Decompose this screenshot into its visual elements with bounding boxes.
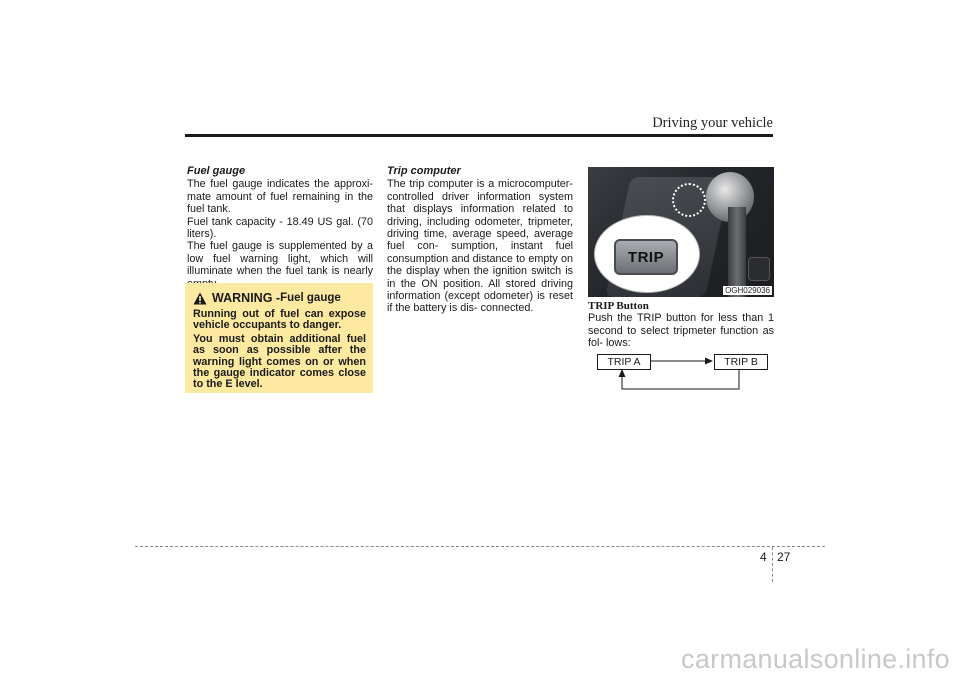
fuel-gauge-paragraph-1: The fuel gauge indicates the approxi- mate amount of fuel remaining in the fuel tank. bbox=[187, 178, 373, 216]
footer-rule bbox=[135, 546, 825, 547]
warning-paragraph-2: You must obtain additional fuel as soon as possible after the warning light comes on or when the gauge indicator comes close to the E level. bbox=[193, 332, 366, 391]
trip-key-graphic: TRIP bbox=[614, 239, 678, 275]
trip-b-box: TRIP B bbox=[714, 354, 768, 370]
fuel-gauge-paragraph-3: The fuel gauge is supplemented by a low fuel warning light, which will illuminate when the fuel tank is nearly bbox=[187, 240, 373, 278]
fuel-gauge-paragraph-2: Fuel tank capacity - 18.49 US gal. (70 liters). bbox=[187, 215, 373, 241]
trip-computer-heading: Trip computer bbox=[387, 165, 461, 177]
trip-button-heading: TRIP Button bbox=[588, 300, 649, 312]
fuel-gauge-section bbox=[187, 165, 373, 290]
trip-button-photo bbox=[588, 167, 774, 297]
trip-button-section bbox=[588, 300, 774, 350]
fuel-gauge-heading: Fuel gauge bbox=[187, 165, 246, 177]
fuel-warning-box bbox=[185, 283, 373, 393]
trip-computer-section bbox=[387, 165, 573, 315]
shift-lever bbox=[728, 207, 746, 297]
trip-button-paragraph: Push the TRIP button for less than 1 second to select tripmeter function as fol- lows: bbox=[588, 312, 774, 350]
page-header-title: Driving your vehicle bbox=[652, 115, 773, 131]
site-watermark: carmanualsonline.info bbox=[681, 644, 950, 674]
trip-cycle-diagram bbox=[593, 352, 769, 392]
warning-title: WARNING - bbox=[212, 291, 281, 305]
trip-computer-paragraph: The trip computer is a microcomputer- controlled driver information system that displays information related to driving, including odometer, tripmeter, driving time, average speed, average fuel con- sumption, instant fuel consumption and distance to empty on the display when the ignition switch is in the ON position. All stored driving information (except odometer) is reset if the battery is dis- connected. bbox=[387, 178, 573, 315]
image-code-label: OGH029036 bbox=[725, 286, 770, 295]
warning-subtitle: Fuel gauge bbox=[280, 292, 341, 304]
header-rule bbox=[185, 134, 773, 137]
console-switch bbox=[748, 257, 770, 281]
page-number-divider bbox=[772, 547, 773, 582]
chapter-number: 4 bbox=[760, 550, 767, 564]
page-number: 27 bbox=[777, 550, 791, 564]
warning-title-row bbox=[193, 291, 366, 305]
warning-triangle-icon bbox=[193, 292, 207, 305]
trip-button-highlight-ring bbox=[672, 183, 706, 217]
trip-a-box: TRIP A bbox=[597, 354, 651, 370]
warning-paragraph-1: Running out of fuel can expose vehicle occupants to danger. bbox=[193, 308, 366, 332]
